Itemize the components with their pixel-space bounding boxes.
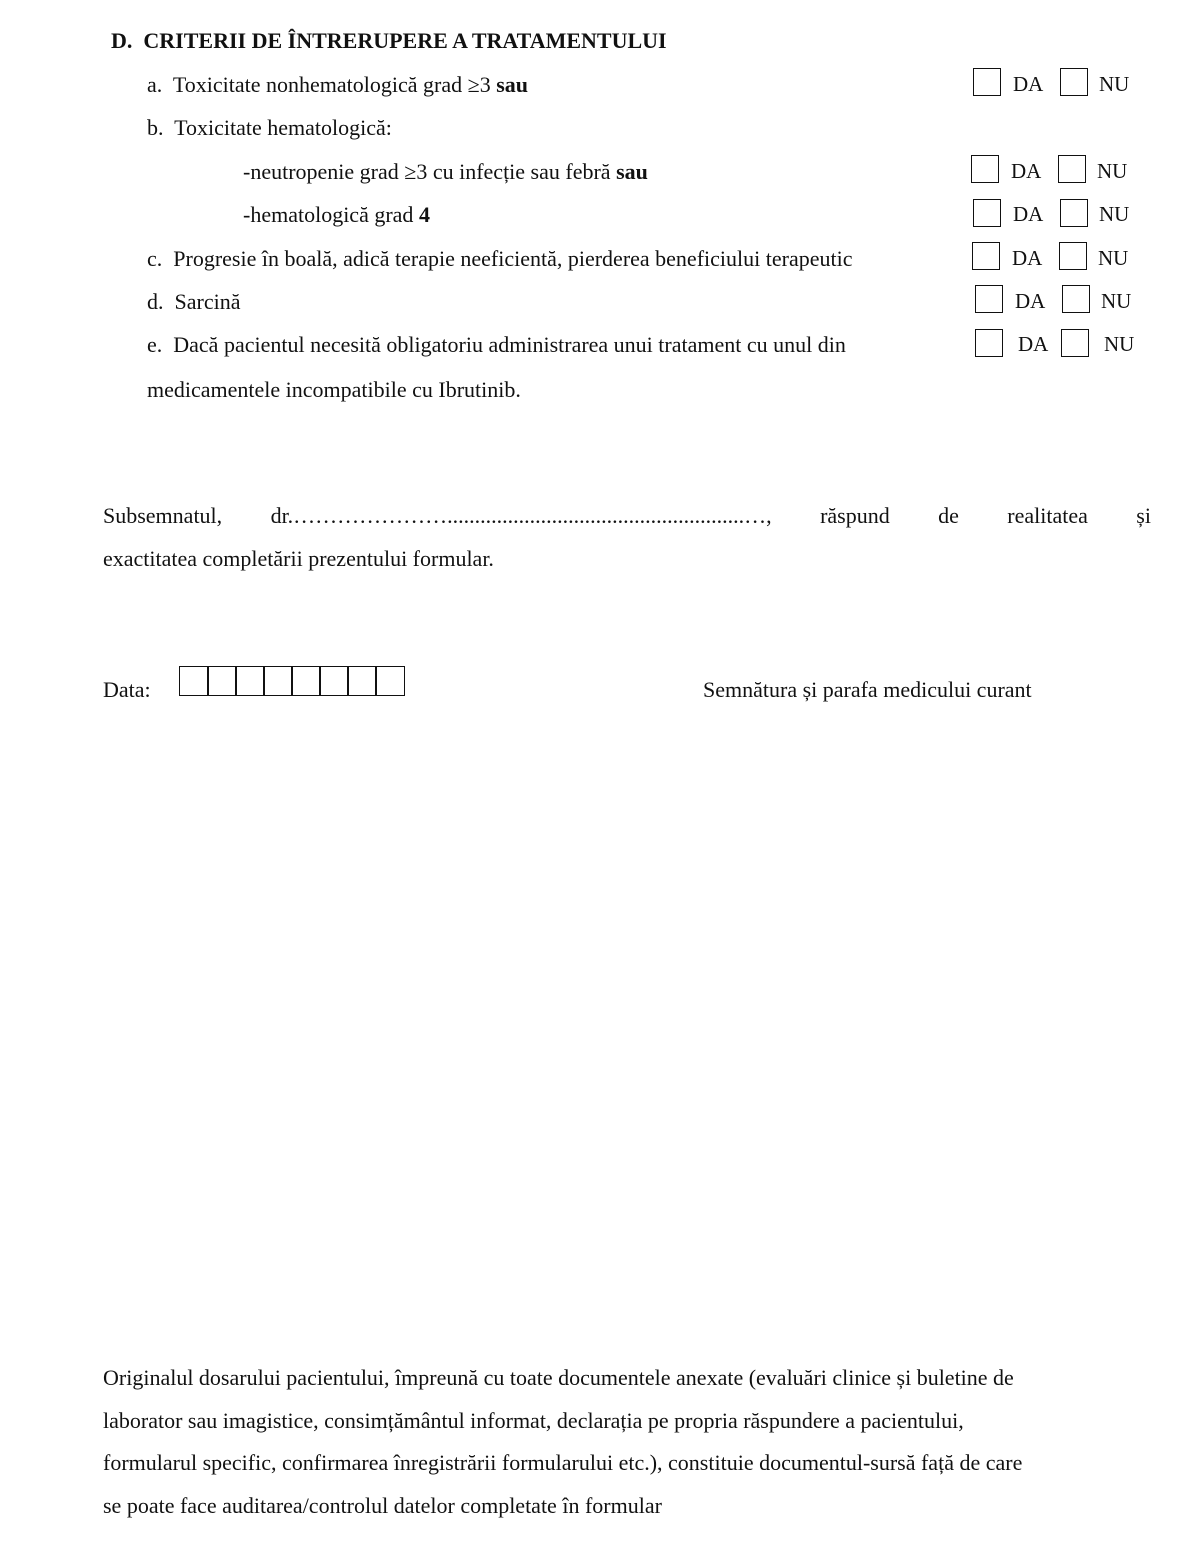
criterion-prefix: b. — [147, 115, 164, 140]
date-cell[interactable] — [375, 666, 405, 696]
criterion-c — [147, 246, 852, 272]
criterion-c-nu-label: NU — [1098, 246, 1129, 270]
attestation-word: răspund — [820, 503, 890, 528]
criterion-b2-da-checkbox[interactable] — [973, 199, 1001, 227]
section-letter: D. — [111, 28, 133, 53]
criterion-text: Toxicitate nonhematologică grad ≥3 — [172, 72, 497, 97]
attestation-word: de — [938, 503, 959, 528]
criterion-b1-nu-label: NU — [1097, 159, 1128, 183]
criterion-a — [147, 72, 528, 98]
criterion-e-continuation: medicamentele incompatibile cu Ibrutinib. — [147, 377, 521, 402]
attestation-word: Subsemnatul, — [103, 503, 223, 528]
criterion-b — [147, 115, 392, 141]
criterion-prefix: c. — [147, 246, 163, 271]
criterion-b1 — [243, 159, 648, 185]
attestation-line-1 — [103, 494, 1151, 537]
criterion-c-nu-checkbox[interactable] — [1059, 242, 1087, 270]
criterion-text: Sarcină — [174, 289, 241, 314]
attestation-word: și — [1136, 503, 1151, 528]
section-heading — [111, 28, 667, 54]
criterion-d — [147, 289, 240, 315]
signature-label: Semnătura și parafa medicului curant — [703, 677, 1032, 702]
section-title: CRITERII DE ÎNTRERUPERE A TRATAMENTULUI — [143, 28, 667, 53]
date-cell[interactable] — [179, 666, 209, 696]
criterion-prefix: d. — [147, 289, 164, 314]
criterion-text: Progresie în boală, adică terapie neeficientă, pierderea beneficiului terapeutic — [173, 246, 853, 271]
attestation-paragraph — [103, 494, 1151, 580]
date-cell[interactable] — [319, 666, 349, 696]
criterion-d-nu-checkbox[interactable] — [1062, 285, 1090, 313]
criterion-prefix: e. — [147, 332, 163, 357]
criterion-e-da-label: DA — [1018, 332, 1049, 356]
criterion-a-da-checkbox[interactable] — [973, 68, 1001, 96]
criterion-b2-nu-checkbox[interactable] — [1060, 199, 1088, 227]
date-cell[interactable] — [347, 666, 377, 696]
footer-line: laborator sau imagistice, consimțământul informat, declarația pe propria răspundere a pacientului, — [103, 1407, 964, 1433]
footer-line: Originalul dosarului pacientului, împreună cu toate documentele anexate (evaluări clinice și buletine de — [103, 1365, 1014, 1390]
date-label: Data: — [103, 677, 151, 702]
criterion-d-da-label: DA — [1015, 289, 1046, 313]
criterion-e-nu-label: NU — [1104, 332, 1135, 356]
criterion-text: -neutropenie grad ≥3 cu infecție sau febră — [243, 159, 617, 184]
criterion-b2 — [243, 202, 430, 228]
criterion-bold: 4 — [418, 202, 430, 227]
criterion-b1-da-label: DA — [1011, 159, 1042, 183]
criterion-prefix: a. — [147, 72, 163, 97]
criterion-bold: sau — [496, 72, 528, 97]
criterion-e — [147, 332, 846, 358]
criterion-a-nu-checkbox[interactable] — [1060, 68, 1088, 96]
criterion-b2-nu-label: NU — [1099, 202, 1130, 226]
attestation-word: realitatea — [1007, 503, 1088, 528]
attestation-doctor-field[interactable]: dr.…………………......................................................…, — [270, 503, 772, 528]
date-cell[interactable] — [263, 666, 293, 696]
criterion-b2-da-label: DA — [1013, 202, 1044, 226]
criterion-b1-nu-checkbox[interactable] — [1058, 155, 1086, 183]
criterion-c-da-checkbox[interactable] — [972, 242, 1000, 270]
criterion-bold: sau — [616, 159, 648, 184]
criterion-a-da-label: DA — [1013, 72, 1044, 96]
criterion-d-nu-label: NU — [1101, 289, 1132, 313]
date-input-cells[interactable] — [179, 666, 405, 696]
criterion-text: -hematologică grad — [243, 202, 419, 227]
footer-line: formularul specific, confirmarea înregistrării formularului etc.), constituie documentul-sursă față de care — [103, 1450, 1023, 1475]
date-cell[interactable] — [207, 666, 237, 696]
attestation-line-2: exactitatea completării prezentului formular. — [103, 546, 494, 571]
date-cell[interactable] — [235, 666, 265, 696]
criterion-a-nu-label: NU — [1099, 72, 1130, 96]
date-cell[interactable] — [291, 666, 321, 696]
criterion-text: Dacă pacientul necesită obligatoriu administrarea unui tratament cu unul din — [173, 332, 846, 357]
criterion-d-da-checkbox[interactable] — [975, 285, 1003, 313]
criterion-c-da-label: DA — [1012, 246, 1043, 270]
criterion-text: Toxicitate hematologică: — [174, 115, 392, 140]
criterion-e-nu-checkbox[interactable] — [1061, 329, 1089, 357]
footer-paragraph — [103, 1357, 1151, 1527]
footer-line: se poate face auditarea/controlul datelor completate în formular — [103, 1492, 662, 1518]
criterion-e-da-checkbox[interactable] — [975, 329, 1003, 357]
criterion-b1-da-checkbox[interactable] — [971, 155, 999, 183]
